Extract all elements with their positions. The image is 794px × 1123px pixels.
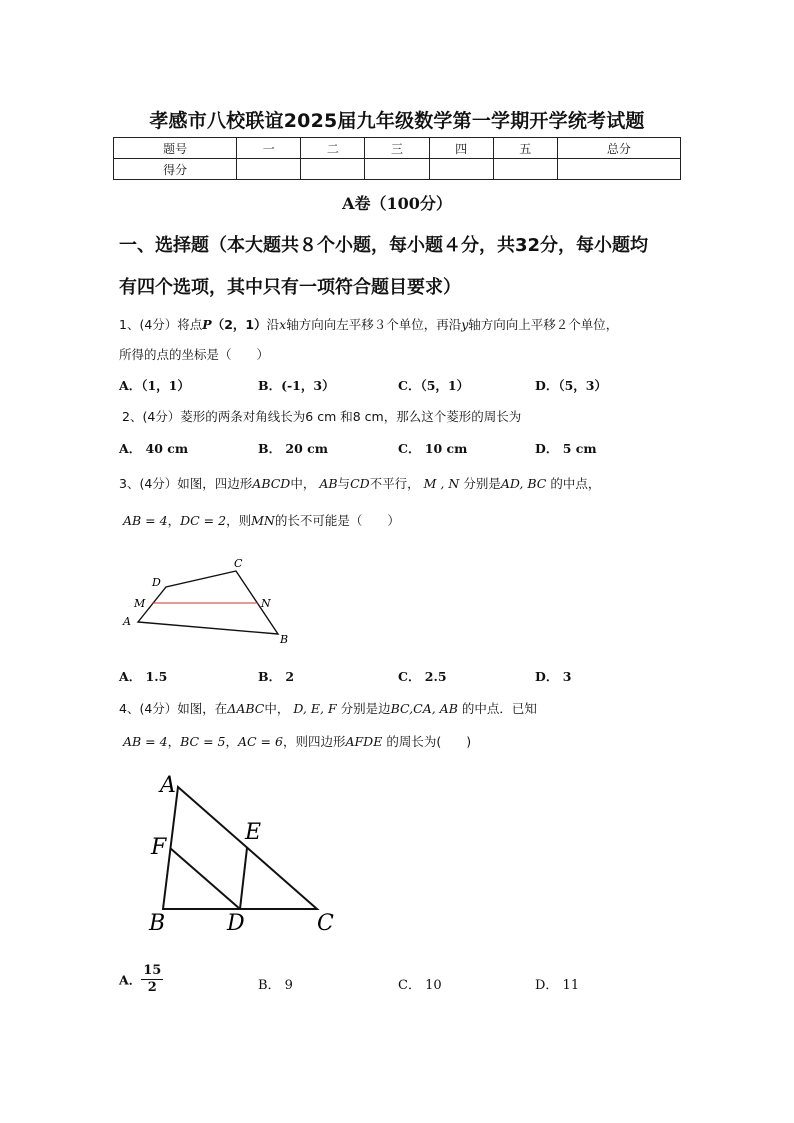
q3-quadrilateral-figure	[118, 552, 298, 648]
q4-label-f: F	[151, 835, 167, 860]
q1-axis-y: y	[461, 317, 469, 332]
q4-label-d: D	[227, 911, 245, 936]
q4-label-b: B	[149, 911, 166, 936]
q4-prefix: 4、(4分）如图，在	[119, 701, 228, 716]
score-cell	[365, 159, 429, 180]
q4-option-a-label: A．	[119, 972, 142, 988]
q4-sides: BC,CA, AB	[390, 701, 458, 716]
score-table-score-row	[114, 159, 681, 180]
score-cell	[557, 159, 680, 180]
q1-option-a: A．（1，1）	[119, 378, 190, 393]
q4-text: 分别是边	[340, 701, 391, 716]
q4-text: ，则四边形	[282, 734, 346, 749]
q3-text: 分别是	[463, 476, 501, 491]
q3-ab: AB	[319, 476, 338, 491]
q3-text: ，	[167, 513, 181, 528]
q4-label-e: E	[245, 820, 262, 845]
q3-mn-len: MN	[251, 513, 275, 528]
q3-eq1: AB = 4	[123, 513, 168, 528]
q3-option-d: D． 3	[535, 669, 572, 684]
q3-text: 的中点，	[550, 476, 601, 491]
q1-point: P	[202, 317, 212, 332]
q1-option-d: D．（5，3）	[535, 378, 607, 393]
fraction-numerator: 15	[143, 963, 162, 978]
fraction-denominator: 2	[147, 980, 157, 995]
q3-label-d: D	[152, 576, 161, 589]
exam-title: 孝感市八校联谊2025届九年级数学第一学期开学统考试题	[149, 110, 645, 132]
q4-option-a	[119, 963, 163, 996]
q4-sep: ，	[225, 734, 238, 749]
q3-label-c: C	[234, 557, 243, 570]
q4-segment-de	[240, 848, 247, 909]
q1-text: 轴方向向上平移２个单位，	[468, 317, 619, 332]
q3-cd: CD	[350, 476, 370, 491]
q2-option-d: D． 5 cm	[535, 441, 597, 456]
q4-text: 的周长为( )	[386, 734, 472, 749]
q3-label-m: M	[134, 597, 146, 610]
score-header-cell: 总分	[557, 138, 680, 159]
question-1-line1	[119, 315, 618, 333]
score-cell	[301, 159, 365, 180]
q1-prefix: 1、(4分）将点	[119, 317, 203, 332]
part1-heading-line2: 有四个选项，其中只有一项符合题目要求）	[119, 277, 461, 298]
q3-option-a: A． 1.5	[119, 669, 168, 684]
question-3-line2	[123, 511, 400, 529]
q3-mn: M , N	[423, 476, 460, 491]
q4-eq3: AC = 6	[237, 734, 283, 749]
q4-def: D, E, F	[293, 701, 337, 716]
score-header-cell: 五	[493, 138, 557, 159]
q4-triangle-abc	[163, 787, 317, 909]
score-table	[113, 137, 681, 180]
q4-text: 中，	[264, 701, 290, 716]
q4-option-a-fraction	[141, 963, 163, 996]
q3-quad: ABCD	[252, 476, 291, 491]
q4-afde: AFDE	[345, 734, 383, 749]
score-cell	[493, 159, 557, 180]
q3-label-a: A	[123, 615, 131, 628]
q4-segment-fd	[170, 848, 240, 909]
q1-option-c: C．（5，1）	[398, 378, 470, 393]
q2-option-a: A． 40 cm	[119, 441, 189, 456]
q4-text: 的中点．已知	[461, 701, 537, 716]
q4-label-c: C	[317, 911, 334, 936]
q3-prefix: 3、(4分）如图，四边形	[119, 476, 253, 491]
q4-option-d: D． 11	[535, 978, 580, 993]
q3-text: 中，	[290, 476, 316, 491]
score-row-label: 得分	[114, 159, 237, 180]
q4-triangle: ΔABC	[227, 701, 265, 716]
q3-text: 与	[337, 476, 351, 491]
q3-option-c: C． 2.5	[398, 669, 447, 684]
q4-eq2: BC = 5	[180, 734, 226, 749]
q1-coords: （2，1）	[211, 317, 267, 332]
score-cell	[237, 159, 301, 180]
q2-option-c: C． 10 cm	[398, 441, 468, 456]
q3-label-b: B	[280, 633, 289, 646]
q3-text: 不平行，	[369, 476, 420, 491]
question-3-line1	[119, 474, 600, 492]
score-cell	[429, 159, 493, 180]
score-header-cell: 四	[429, 138, 493, 159]
q3-eq2: DC = 2	[180, 513, 227, 528]
q4-triangle-figure	[140, 766, 350, 938]
q3-text: 的长不可能是（ ）	[274, 513, 400, 528]
score-header-cell: 题号	[114, 138, 237, 159]
q3-text: ，则	[226, 513, 252, 528]
score-header-cell: 二	[301, 138, 365, 159]
score-header-cell: 三	[365, 138, 429, 159]
q4-label-a: A	[160, 773, 176, 798]
q1-axis-x: x	[279, 317, 287, 332]
q4-sep: ，	[167, 734, 181, 749]
q3-adbc: AD, BC	[500, 476, 547, 491]
section-a-heading: A卷（100分）	[342, 194, 452, 213]
q3-label-n: N	[261, 597, 271, 610]
part1-heading-line1: 一、选择题（本大题共８个小题，每小题４分，共32分，每小题均	[119, 235, 649, 256]
q4-option-b: B． 9	[258, 978, 293, 993]
q1-text: 沿	[266, 317, 280, 332]
question-4-line1	[119, 699, 537, 717]
score-header-cell: 一	[237, 138, 301, 159]
score-table-header-row	[114, 138, 681, 159]
q4-eq1: AB = 4	[123, 734, 168, 749]
question-4-line2	[123, 732, 471, 750]
q1-text: 轴方向向左平移３个单位，再沿	[286, 317, 462, 332]
q2-option-b: B． 20 cm	[258, 441, 329, 456]
question-2: 2、(4分）菱形的两条对角线长为6 cm 和8 cm，那么这个菱形的周长为	[122, 409, 522, 424]
question-1-line2: 所得的点的坐标是（ ）	[119, 347, 270, 362]
q4-option-c: C． 10	[398, 978, 442, 993]
q3-option-b: B． 2	[258, 669, 295, 684]
q1-option-b: B．(-1，3）	[258, 378, 335, 393]
